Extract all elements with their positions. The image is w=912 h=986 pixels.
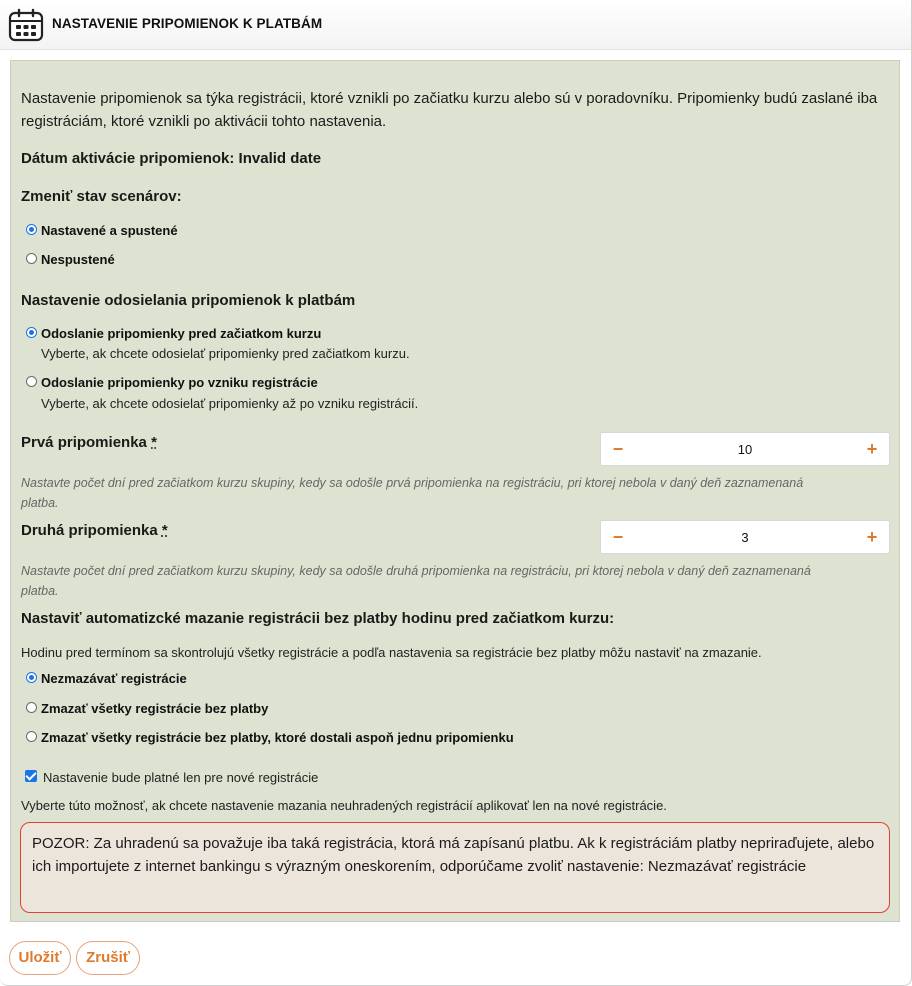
save-button[interactable]: Uložiť: [9, 941, 71, 975]
scenario-label-stopped[interactable]: Nespustené: [41, 252, 115, 267]
required-mark: *: [151, 434, 157, 451]
new-only-desc: Vyberte túto možnosť, ak chcete nastavenie mazania neuhradených registrácií aplikovať len na nové registrácie.: [21, 798, 667, 813]
new-only-label[interactable]: Nastavenie bude platné len pre nové registrácie: [43, 770, 319, 785]
scenario-label-running[interactable]: Nastavené a spustené: [41, 223, 178, 238]
first-reminder-increment-button[interactable]: +: [866, 439, 878, 459]
sending-desc-after-registration: Vyberte, ak chcete odosielať pripomienky až po vzniku registrácií.: [41, 396, 419, 411]
warning-box: [20, 822, 890, 913]
auto-delete-label-keep[interactable]: Nezmazávať registrácie: [41, 671, 187, 686]
auto-delete-radio-keep[interactable]: [26, 672, 37, 683]
calendar-icon: [8, 8, 44, 42]
second-reminder-label-text: Druhá pripomienka: [21, 522, 158, 539]
intro-text: Nastavenie pripomienok sa týka registrácii, ktoré vznikli po začiatku kurzu alebo sú v poradovníku. Pripomienky budú zaslané iba registráciám, ktoré vznikli po aktivácii tohto nastavenia.: [21, 90, 878, 130]
first-reminder-value[interactable]: 10: [737, 442, 753, 457]
cancel-button[interactable]: Zrušiť: [76, 941, 140, 975]
auto-delete-label-delete-all[interactable]: Zmazať všetky registrácie bez platby: [41, 701, 269, 716]
sending-label-before-course[interactable]: Odoslanie pripomienky pred začiatkom kurzu: [41, 326, 322, 341]
first-reminder-stepper: [600, 432, 890, 466]
second-reminder-decrement-button[interactable]: −: [612, 527, 624, 547]
sending-heading: Nastavenie odosielania pripomienok k platbám: [21, 292, 356, 309]
required-mark: *: [161, 522, 168, 539]
sending-desc-before-course: Vyberte, ak chcete odosielať pripomienky pred začiatkom kurzu.: [41, 346, 410, 361]
first-reminder-label: [21, 434, 157, 451]
new-only-checkbox[interactable]: [25, 770, 37, 782]
second-reminder-stepper: [600, 520, 890, 554]
auto-delete-radio-delete-all[interactable]: [26, 702, 37, 713]
sending-radio-before-course[interactable]: [26, 327, 37, 338]
second-reminder-label: [21, 522, 168, 539]
auto-delete-radio-delete-reminded[interactable]: [26, 731, 37, 742]
first-reminder-label-text: Prvá pripomienka: [21, 434, 147, 451]
activation-date: Dátum aktivácie pripomienok: Invalid date: [21, 150, 322, 167]
page-title: NASTAVENIE PRIPOMIENOK K PLATBÁM: [52, 16, 323, 31]
scenario-radio-stopped[interactable]: [26, 253, 37, 264]
warning-text: POZOR: Za uhradenú sa považuje iba taká registrácia, ktorá má zapísanú platbu. Ak k registráciám platby nepriraďujete, alebo ich importujete z internet bankingu s výrazným oneskorením, odporúčame zvoliť nastavenie: Nezmazávať registrácie: [32, 835, 875, 875]
auto-delete-label-delete-reminded[interactable]: Zmazať všetky registrácie bez platby, ktoré dostali aspoň jednu pripomienku: [41, 730, 514, 745]
second-reminder-hint: Nastavte počet dní pred začiatkom kurzu skupiny, kedy sa odošle druhá pripomienka na registráciu, pri ktorej nebola v daný deň zaznamenaná platba.: [21, 564, 811, 598]
header: [0, 0, 911, 50]
first-reminder-decrement-button[interactable]: −: [612, 439, 624, 459]
first-reminder-hint: Nastavte počet dní pred začiatkom kurzu skupiny, kedy sa odošle prvá pripomienka na registráciu, pri ktorej nebola v daný deň zaznamenaná platba.: [21, 476, 804, 510]
second-reminder-value[interactable]: 3: [741, 530, 749, 545]
second-reminder-increment-button[interactable]: +: [866, 527, 878, 547]
sending-radio-after-registration[interactable]: [26, 376, 37, 387]
settings-panel: [10, 60, 900, 922]
scenario-heading: Zmeniť stav scenárov:: [21, 188, 182, 205]
scenario-radio-running[interactable]: [26, 224, 37, 235]
auto-delete-desc: Hodinu pred termínom sa skontrolujú všetky registrácie a podľa nastavenia sa registrácie bez platby môžu nastaviť na zmazanie.: [21, 645, 762, 660]
auto-delete-heading: Nastaviť automatizcké mazanie registrácii bez platby hodinu pred začiatkom kurzu:: [21, 610, 615, 627]
sending-label-after-registration[interactable]: Odoslanie pripomienky po vzniku registrácie: [41, 375, 318, 390]
